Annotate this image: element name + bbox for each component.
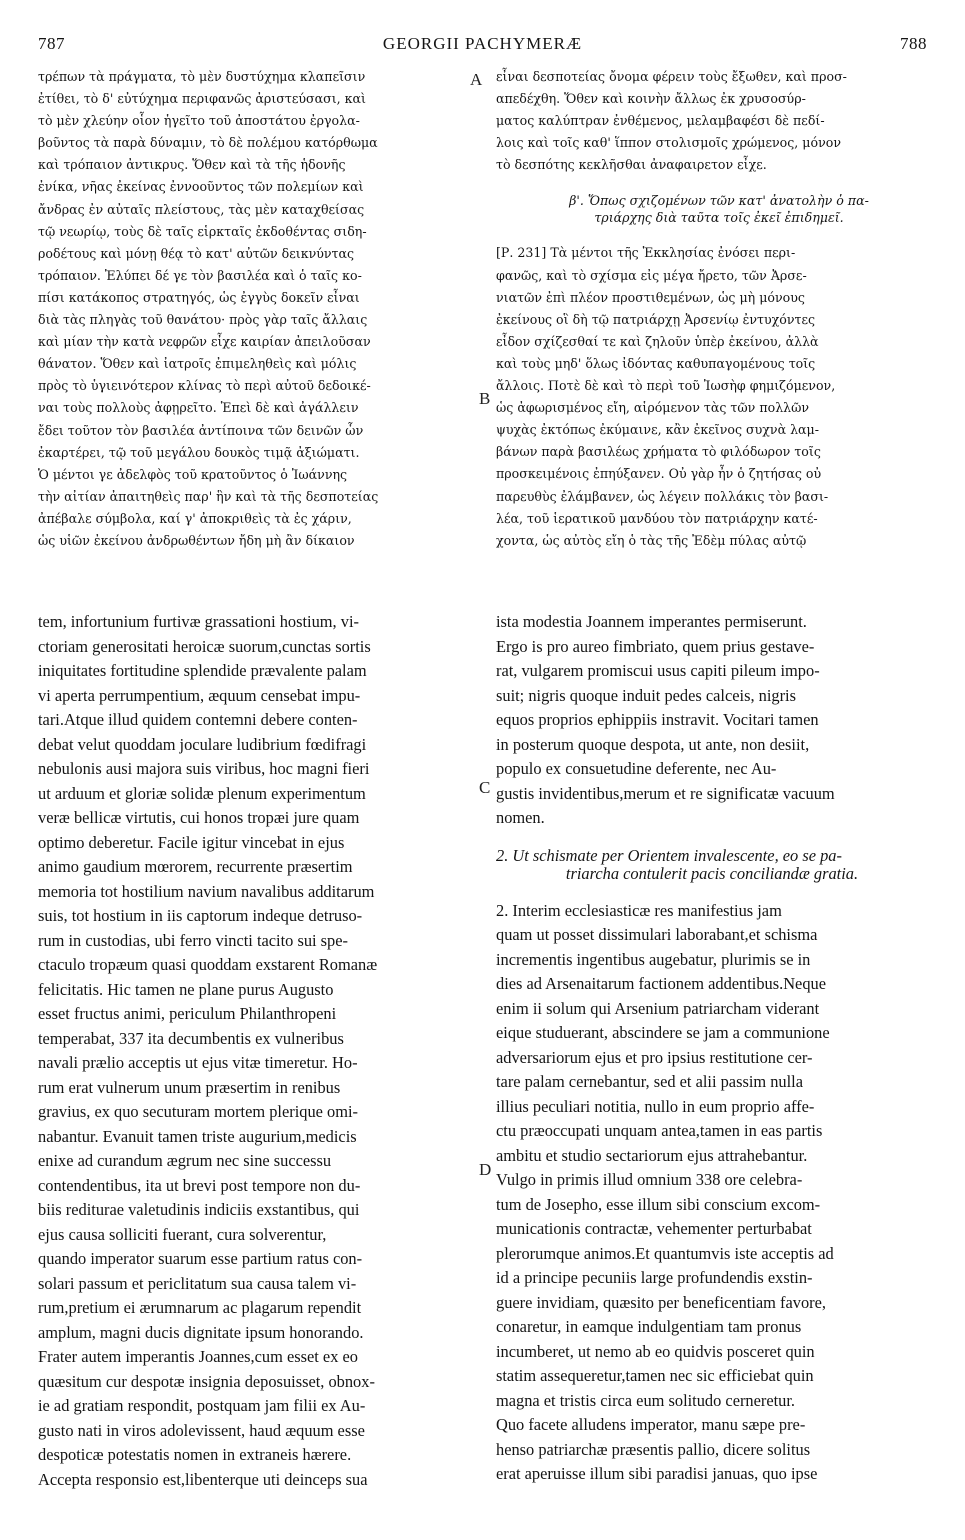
text-line: ὡς ἀφωρισμένος εἴη, αἱρόμενον τὰς τῶν πολλῶν [496, 400, 810, 416]
text-line: solari passum et periclitatum sua causa talem vi- [38, 1273, 357, 1293]
text-line: tem, infortunium furtivæ grassationi hostium, vi- [38, 612, 359, 631]
text-line: triarcha contulerit pacis conciliandæ gratia. [565, 864, 859, 883]
text-line: vi aperta perrumpentium, æquum censebat impu- [38, 685, 361, 705]
text-line: ctoriam generositati heroicæ suorum,cunctas sortis [38, 636, 371, 656]
text-line: χοντα, ὡς αὐτὸς εἴη ὁ τὰς τῆς Ἐδὲμ πύλας αὐτῷ [496, 532, 807, 548]
text-line: enixe ad curandum ægrum nec sine successu [38, 1151, 332, 1170]
text-line: 2. Ut schismate per Orientem invalescente, eo se pa- [496, 846, 842, 865]
latin-text-left-column [38, 610, 476, 1492]
text-line: tari.Atque illud quidem contemni debere conten- [38, 710, 358, 729]
text-line: gravius, ex quo secuturam mortem plerique omi- [38, 1102, 358, 1121]
greek-right-paragraph-2 [496, 242, 928, 551]
text-line: nomen. [496, 808, 545, 827]
text-line: suis, tot hostium in iis captorum indeque detruso- [38, 906, 363, 925]
text-line: dies ad Arsenaitarum factionem addentibus.Neque [496, 974, 826, 993]
text-line: Quo facete alludens imperator, manu sæpe pre- [496, 1415, 806, 1434]
text-line: τρέπων τὰ πράγματα, τὸ μὲν δυστύχημα κλαπεῖσιν [38, 69, 366, 84]
margin-letter-a: A [470, 70, 483, 89]
text-line: ἄνδρας ἐν αὐταῖς πλείστους, τὰς μὲν καταχθείσας [38, 201, 365, 217]
text-line: rum in custodias, ubi ferro vincti tacito sui spe- [38, 930, 348, 950]
text-line: memoria tot hostilium navium navalibus additarum [38, 881, 375, 901]
running-header [38, 34, 927, 58]
latin-right-paragraph-1 [496, 610, 928, 831]
text-line: τὸ μὲν χλεύην οἷον ἡγεῖτο τοῦ ἀποστάτου ἐργολα- [38, 113, 360, 129]
text-line: adversariorum ejus et pro ipsius restitutione cer- [496, 1047, 813, 1067]
text-line: equos proprios ephippiis instravit. Vocitari tamen [496, 710, 819, 729]
text-line: β'. Ὅπως σχιζομένων τῶν κατ' ἀνατολὴν ὁ πα- [569, 193, 869, 209]
text-line: καὶ τοὺς μηδ' ὅλως ἰδόντας καθυπαγομένους τοῖς [496, 355, 816, 371]
text-line: contendentibus, ita ut brevi post tempore non du- [38, 1175, 361, 1195]
text-line: [Ρ. 231] Τὰ μέντοι τῆς Ἐκκλησίας ἐνόσει περι- [496, 245, 796, 261]
text-line: biis rediturae valetudinis indiciis exstantibus, qui [38, 1200, 360, 1219]
text-line: Accepta responsio est,libenterque uti deinceps sua [38, 1469, 368, 1489]
text-line: Vulgo in primis illud omnium 338 ore celebra- [496, 1170, 803, 1189]
text-line: rum,pretium ei ærumnarum ac plagarum rependit [38, 1298, 362, 1317]
text-line: gustis invidentibus,merum et re significatæ vacuum [496, 783, 835, 803]
text-line: quæsitum cur despotæ insignia deposuisset, obnox- [38, 1371, 375, 1391]
text-line: 2. Interim ecclesiasticæ res manifestius jam [496, 900, 782, 920]
text-line: statim assequeretur,tamen nec sic efficiebat quin [496, 1366, 814, 1385]
greek-right-paragraph-1 [496, 66, 928, 176]
text-line: τὸ δεσπότης κεκλῆσθαι ἀναφαιρετον εἶχε. [496, 157, 767, 173]
margin-letter-d: D [479, 1160, 492, 1179]
latin-right-paragraph-2 [496, 899, 928, 1487]
text-line: Frater autem imperantis Joannes,cum esset ex eo [38, 1347, 358, 1366]
text-line: rat, vulgarem promiscui usus capiti pileum impo- [496, 661, 820, 680]
text-line: animo gaudium mœrorem, recurrente præsertim [38, 857, 353, 876]
text-line: διὰ τὰς πληγὰς τοῦ θανάτου· πρὸς γὰρ ταῖς ἄλλαις [38, 312, 368, 328]
text-line: tare palam cernebantur, sed et alii passim nulla [496, 1072, 804, 1091]
latin-section-heading [496, 847, 928, 883]
text-line: Ὁ μέντοι γε ἀδελφὸς τοῦ κρατοῦντος ὁ Ἰωάννης [38, 466, 348, 482]
text-line: veræ bellicæ virtutis, cui honos tropæi jure quam [38, 808, 360, 827]
text-line: magna et tristis circa eum solitudo cerneretur. [496, 1390, 796, 1410]
text-line: plerorumque animos.Et quantumvis iste acceptis ad [496, 1243, 834, 1263]
text-line: βοῦντος τὰ παρὰ δύναμιν, τὸ δὲ πολέμου κατόρθωμα [38, 135, 378, 151]
text-line: εἶναι δεσποτείας ὄνομα φέρειν τοὺς ἔξωθεν, καὶ προσ- [496, 69, 847, 84]
latin-text-right-column [496, 610, 928, 1487]
text-line: ἐνίκα, νῆας ἐκείνας ἐννοοῦντος τῶν πολεμίων καὶ [38, 179, 364, 195]
text-line: ἐτίθει, τὸ δ' εὐτύχημα περιφανῶς ἀριστεύσασι, καὶ [38, 91, 366, 107]
text-line: ἄλλοις. Ποτὲ δὲ καὶ τὸ περὶ τοῦ Ἰωσὴφ φημιζόμενον, [496, 378, 836, 394]
text-line: id a principe pecuniis large profundendis exstin- [496, 1268, 813, 1287]
text-line: optimo deberetur. Facile igitur vincebat in ejus [38, 832, 345, 852]
text-line: municationis contractæ, vehementer perturbabat [496, 1219, 812, 1238]
text-line: ναι τοὺς πολλοὺς ἀφῃρεῖτο. Ἐπεὶ δὲ καὶ ἀγάλλειν [38, 400, 359, 416]
text-line: ie ad gratiam respondit, postquam jam filii ex Au- [38, 1396, 366, 1415]
text-line: εἶδον σχίζεσθαί τε καὶ ζηλοῦν ὑπὲρ ἐκείνου, ἀλλὰ [496, 333, 819, 349]
text-line: πρὸς τὸ ὑγιεινότερον κλίνας τὸ περὶ αὐτοῦ δεδοικέ- [38, 378, 371, 394]
text-line: populo ex consuetudine deferente, nec Au- [496, 759, 777, 778]
greek-section-heading [510, 192, 928, 226]
text-line: τῷ νεωρίῳ, τοὺς δὲ ταῖς εἱρκταῖς ἐκδοθέντας σιδη- [38, 223, 367, 239]
text-line: in posterum quoque despota, ut ante, non desiit, [496, 734, 810, 754]
text-line: τὴν αἰτίαν ἀπαιτηθεὶς παρ' ἣν καὶ τὰ τῆς δεσποτείας [38, 488, 379, 504]
text-line: ctaculo tropæum quasi quoddam exstarent Romanæ [38, 955, 378, 974]
text-line: ista modestia Joannem imperantes permiserunt. [496, 612, 807, 631]
running-head-title: GEORGII PACHYMERÆ [382, 34, 583, 53]
text-line: quam ut posset dissimulari laborabant,et schisma [496, 925, 818, 944]
page-number-right: 788 [900, 34, 927, 53]
text-line: rum erat vulnerum unum præsertim in renibus [38, 1077, 341, 1097]
spacer [496, 226, 928, 242]
text-line: felicitatis. Hic tamen ne plane purus Augusto [38, 979, 334, 999]
text-line: ροδέτους καὶ μόνῃ θέᾳ τὸ κατ' αὐτῶν δεικνύντας [38, 245, 355, 261]
text-line: ματος καλύπτραν ἐνθέμενος, μελαμβαφέσι δὲ πεδί- [496, 113, 825, 129]
text-line: nebulonis ausi majora suis viribus, hoc magni fieri [38, 759, 370, 778]
text-line: προσκειμένοις ἐπηύξανεν. Οὐ γὰρ ἦν ὁ ζητήσας οὐ [496, 466, 822, 482]
text-line: amplum, magni ducis dignitate ipsum honorando. [38, 1322, 364, 1342]
text-line: απεδέχθη. Ὅθεν καὶ κοινὴν ἄλλως ἐκ χρυσοσύρ- [496, 91, 806, 107]
text-line: τρόπαιον. Ἐλύπει δέ γε τὸν βασιλέα καὶ ὁ ταῖς κο- [38, 267, 362, 283]
text-line: καὶ τρόπαιον ἀντικρυς. Ὅθεν καὶ τὰ τῆς ἡδονῆς [38, 157, 346, 173]
text-line: eique studuerant, abscindere se jam a communione [496, 1023, 830, 1042]
margin-letter-b: B [479, 389, 491, 408]
text-line: Ergo is pro aureo fimbriato, quem prius gestave- [496, 636, 815, 656]
text-line: ἐκαρτέρει, τῷ τοῦ μεγάλου δουκὸς τιμᾷ ἀξιώματι. [38, 444, 360, 460]
text-line: ut arduum et gloriæ solidæ plenum experimentum [38, 783, 366, 803]
text-line: incrementis ingentibus augebatur, plurimis se in [496, 949, 811, 969]
text-line: ἔδει τοῦτον τὸν βασιλέα ἀντίποινα τῶν δεινῶν ὧν [38, 422, 364, 438]
text-line: henso patriarchæ præsentis pallio, dicere solitus [496, 1439, 811, 1459]
text-line: πίσι κατάκοπος στρατηγός, ὡς ἐγγὺς δοκεῖν εἶναι [38, 289, 360, 305]
greek-text-left-column [38, 66, 466, 552]
text-line: ψυχὰς ἐκτόπως ἐκύμαινε, κἂν ἐκεῖνος συχνὰ λαμ- [496, 422, 819, 438]
text-line: νιατῶν ἐπὶ πλέον προστιθεμένων, ὡς μὴ μόνους [496, 289, 805, 305]
text-line: ὡς υἱῶν ἐκείνου ἀνδρωθέντων ἤδη μὴ ἂν δίκαιον [38, 532, 355, 548]
greek-text-right-column [496, 66, 928, 552]
text-line: iniquitates fortitudine splendide prævalente palam [38, 661, 367, 680]
text-line: temperabat, 337 ita decumbentis ex vulneribus [38, 1028, 344, 1048]
margin-letter-c: C [479, 778, 491, 797]
text-line: nabantur. Evanuit tamen triste augurium,medicis [38, 1126, 357, 1146]
text-line: τριάρχης διὰ ταῦτα τοῖς ἐκεῖ ἐπιδημεῖ. [594, 210, 844, 226]
text-line: παρευθὺς ἐλάμβανεν, ὡς λέγειν πολλάκις τὸν βασι- [496, 488, 829, 504]
text-line: gusto nati in viros adolevissent, haud æquum esse [38, 1420, 365, 1440]
text-line: erat aperuisse illum sibi paradisi januas, quo ipse [496, 1464, 818, 1483]
text-line: θάνατον. Ὅθεν καὶ ἰατροῖς ἐπιμεληθεὶς καὶ μόλις [38, 356, 357, 372]
text-line: ἀπέβαλε σύμβολα, καί γ' ἀποκριθεὶς τὰ ἐς χάριν, [38, 510, 352, 526]
text-line: navali prælio acceptis ut ejus vitæ timeretur. Ho- [38, 1053, 358, 1072]
text-line: conaretur, in eamque indulgentiam tam pronus [496, 1317, 802, 1336]
text-line: quando imperator suarum esse partium ratus con- [38, 1249, 363, 1268]
text-line: ejus causa solliciti fuerant, cura solverentur, [38, 1224, 327, 1244]
text-line: ctu præoccupati unquam antea,tamen in eas partis [496, 1121, 823, 1140]
text-line: enim ii solum qui Arsenium patriarcham viderant [496, 998, 820, 1018]
text-line: βάνων παρὰ βασιλέως χρήματα τὸ φιλόδωρον τοῖς [496, 444, 821, 460]
text-line: tum de Josepho, esse illum sibi conscium excom- [496, 1194, 821, 1214]
text-line: illius peculiari notitia, nullo in eum proprio affe- [496, 1096, 815, 1116]
text-line: καὶ μίαν τὴν κατὰ νεφρῶν εἶχε καιρίαν ἀπειλοῦσαν [38, 334, 371, 350]
text-line: guere invidiam, quæsito per beneficentiam favore, [496, 1292, 826, 1312]
spacer [496, 831, 928, 847]
text-line: ἐκείνους οἳ δὴ τῷ πατριάρχῃ Ἀρσενίῳ ἐντυχόντες [496, 311, 816, 327]
text-line: esset fructus animi, periculum Philanthropeni [38, 1004, 337, 1023]
text-line: incumberet, ut nemo ab eo quidvis posceret quin [496, 1341, 815, 1361]
page-number-left: 787 [38, 34, 65, 53]
text-line: suit; nigris quoque induit pedes calceis, nigris [496, 685, 796, 705]
text-line: ambitu et studio sectariorum ejus attrahebantur. [496, 1145, 808, 1165]
text-line: φανῶς, καὶ τὸ σχίσμα εἰς μέγα ἤρετο, τῶν Ἀρσε- [496, 267, 807, 283]
text-line: despoticæ potestatis nomen in extraneis hærere. [38, 1445, 352, 1464]
text-line: debat velut quoddam joculare ludibrium fœdifragi [38, 734, 367, 754]
spacer [496, 883, 928, 899]
text-line: λοις καὶ τοῖς καθ' ἵππον στολισμοῖς χρώμενος, μόνον [496, 135, 841, 151]
spacer [496, 176, 928, 192]
text-line: λέα, τοῦ ἱερατικοῦ μανδύου τὸν πατριάρχην κατέ- [496, 510, 818, 526]
